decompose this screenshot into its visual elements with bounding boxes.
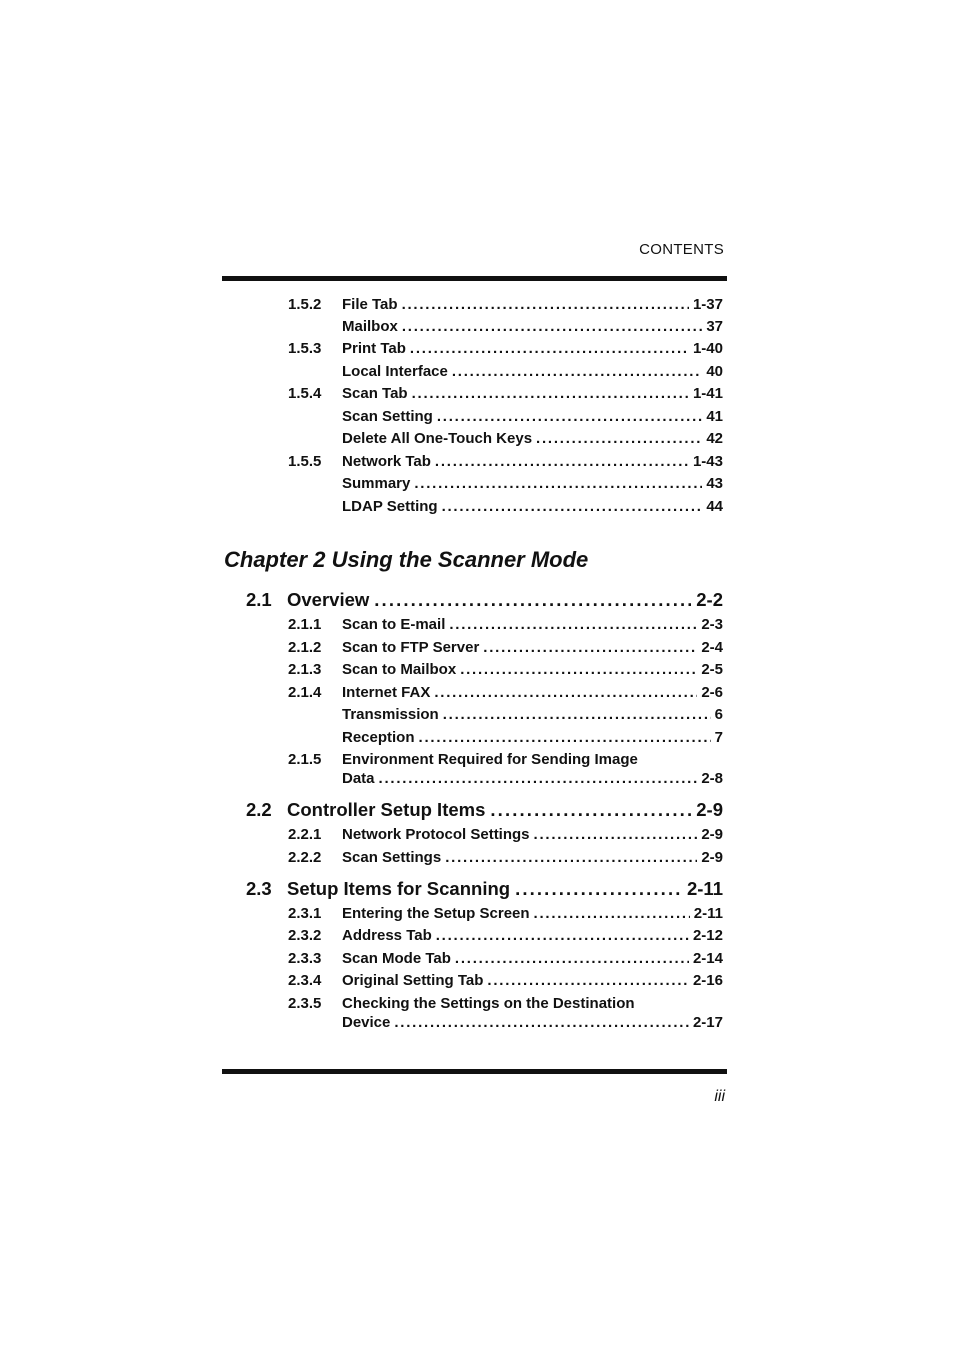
entry-page: 1-41 bbox=[692, 385, 723, 402]
dot-leader bbox=[402, 295, 689, 315]
entry-title: Original Setting Tab bbox=[342, 972, 484, 989]
entry-title: Local Interface bbox=[342, 363, 448, 380]
entry-number: 1.5.4 bbox=[288, 385, 322, 402]
dot-leader bbox=[534, 904, 690, 924]
entry-page: 2-9 bbox=[701, 826, 723, 843]
entry-number: 2.1.4 bbox=[288, 684, 322, 701]
entry-title: Network Tab bbox=[342, 453, 431, 470]
dot-leader bbox=[374, 588, 691, 612]
entry-title: Scan to E-mail bbox=[342, 616, 446, 633]
entry-title: Entering the Setup Screen bbox=[342, 905, 530, 922]
toc-entry[interactable] bbox=[222, 750, 723, 770]
section-page: 2-11 bbox=[686, 878, 723, 899]
entry-title: Print Tab bbox=[342, 340, 406, 357]
dot-leader bbox=[536, 429, 702, 449]
dot-leader bbox=[487, 971, 689, 991]
bottom-rule bbox=[222, 1069, 727, 1074]
section-page: 2-9 bbox=[696, 799, 723, 820]
entry-page: 2-9 bbox=[701, 849, 723, 866]
dot-leader bbox=[515, 877, 682, 901]
entry-number: 2.1.3 bbox=[288, 661, 322, 678]
entry-page: 1-43 bbox=[692, 453, 723, 470]
entry-page: 42 bbox=[706, 430, 723, 447]
entry-page: 2-17 bbox=[692, 1014, 723, 1031]
dot-leader bbox=[445, 848, 697, 868]
dot-leader bbox=[452, 362, 702, 382]
entry-title: Scan Mode Tab bbox=[342, 950, 451, 967]
toc-entry[interactable] bbox=[222, 452, 723, 472]
toc-entry[interactable] bbox=[222, 660, 723, 680]
section-number: 2.2 bbox=[246, 799, 272, 820]
dot-leader bbox=[455, 949, 689, 969]
section-heading[interactable] bbox=[222, 798, 723, 822]
entry-title: Scan Tab bbox=[342, 385, 408, 402]
dot-leader bbox=[419, 728, 711, 748]
dot-leader bbox=[460, 660, 697, 680]
dot-leader bbox=[402, 317, 702, 337]
section-title: Overview bbox=[287, 589, 370, 610]
toc-entry[interactable] bbox=[222, 994, 723, 1014]
dot-leader bbox=[483, 638, 697, 658]
toc-entry[interactable] bbox=[222, 407, 723, 427]
toc-entry[interactable] bbox=[222, 904, 723, 924]
entry-title: Reception bbox=[342, 729, 415, 746]
entry-number: 1.5.3 bbox=[288, 340, 322, 357]
toc-entry[interactable] bbox=[222, 949, 723, 969]
entry-title: Transmission bbox=[342, 706, 439, 723]
entry-page: 43 bbox=[706, 475, 723, 492]
chapter-title: Chapter 2 Using the Scanner Mode bbox=[224, 547, 589, 572]
toc-entry[interactable] bbox=[222, 971, 723, 991]
entry-page: 37 bbox=[706, 318, 723, 335]
entry-title: Scan Settings bbox=[342, 849, 442, 866]
dot-leader bbox=[449, 615, 697, 635]
dot-leader bbox=[490, 798, 691, 822]
section-number: 2.1 bbox=[246, 589, 272, 610]
entry-title: Environment Required for Sending Image bbox=[342, 751, 638, 768]
toc-entry[interactable] bbox=[222, 474, 723, 494]
toc-entry[interactable] bbox=[222, 825, 723, 845]
dot-leader bbox=[412, 384, 689, 404]
dot-leader bbox=[434, 683, 697, 703]
section-heading[interactable] bbox=[222, 877, 723, 901]
entry-number: 2.2.2 bbox=[288, 849, 322, 866]
entry-title: LDAP Setting bbox=[342, 498, 438, 515]
entry-page: 2-14 bbox=[692, 950, 723, 967]
entry-page: 2-11 bbox=[693, 905, 723, 922]
entry-number: 2.2.1 bbox=[288, 826, 322, 843]
entry-title: File Tab bbox=[342, 296, 398, 313]
toc-entry[interactable] bbox=[222, 295, 723, 315]
entry-number: 2.3.1 bbox=[288, 905, 322, 922]
toc-entry[interactable] bbox=[222, 848, 723, 868]
entry-title: Address Tab bbox=[342, 927, 432, 944]
entry-page: 41 bbox=[706, 408, 723, 425]
toc-entry[interactable] bbox=[222, 1013, 723, 1033]
dot-leader bbox=[410, 339, 689, 359]
section-heading[interactable] bbox=[222, 588, 723, 612]
entry-page: 40 bbox=[706, 363, 723, 380]
toc-entry[interactable] bbox=[222, 705, 723, 725]
dot-leader bbox=[435, 452, 689, 472]
entry-title: Scan to FTP Server bbox=[342, 639, 480, 656]
entry-title: Device bbox=[342, 1014, 391, 1031]
dot-leader bbox=[442, 497, 703, 517]
entry-number: 2.1.1 bbox=[288, 616, 322, 633]
entry-page: 2-12 bbox=[692, 927, 723, 944]
entry-page: 44 bbox=[706, 498, 723, 515]
entry-page: 1-40 bbox=[692, 340, 723, 357]
dot-leader bbox=[394, 1013, 689, 1033]
toc-entry[interactable] bbox=[222, 769, 723, 789]
dot-leader bbox=[414, 474, 702, 494]
entry-page: 1-37 bbox=[692, 296, 723, 313]
entry-title: Internet FAX bbox=[342, 684, 431, 701]
dot-leader bbox=[379, 769, 698, 789]
page-number: iii bbox=[714, 1088, 725, 1105]
toc-entry[interactable] bbox=[222, 615, 723, 635]
section-title: Setup Items for Scanning bbox=[287, 878, 511, 899]
entry-number: 2.3.5 bbox=[288, 995, 322, 1012]
entry-page: 2-8 bbox=[701, 770, 723, 787]
dot-leader bbox=[436, 926, 689, 946]
toc-entry[interactable] bbox=[222, 317, 723, 337]
top-rule bbox=[222, 276, 727, 281]
entry-page: 7 bbox=[714, 729, 723, 746]
toc-entry[interactable] bbox=[222, 362, 723, 382]
running-header: CONTENTS bbox=[639, 241, 724, 258]
toc-entry[interactable] bbox=[222, 384, 723, 404]
entry-number: 2.1.5 bbox=[288, 751, 322, 768]
entry-number: 2.3.2 bbox=[288, 927, 322, 944]
entry-title: Data bbox=[342, 770, 375, 787]
entry-page: 2-16 bbox=[692, 972, 723, 989]
toc-entry[interactable] bbox=[222, 497, 723, 517]
entry-number: 2.3.3 bbox=[288, 950, 322, 967]
toc-entry[interactable] bbox=[222, 683, 723, 703]
entry-title: Checking the Settings on the Destination bbox=[342, 995, 635, 1012]
entry-title: Delete All One-Touch Keys bbox=[342, 430, 533, 447]
entry-page: 6 bbox=[714, 706, 723, 723]
section-title: Controller Setup Items bbox=[287, 799, 486, 820]
entry-title: Mailbox bbox=[342, 318, 398, 335]
dot-leader bbox=[443, 705, 711, 725]
entry-title: Scan Setting bbox=[342, 408, 433, 425]
toc-entry[interactable] bbox=[222, 638, 723, 658]
section-page: 2-2 bbox=[696, 589, 723, 610]
entry-number: 2.1.2 bbox=[288, 639, 322, 656]
dot-leader bbox=[437, 407, 702, 427]
toc-entry[interactable] bbox=[222, 728, 723, 748]
entry-number: 1.5.5 bbox=[288, 453, 322, 470]
dot-leader bbox=[534, 825, 698, 845]
entry-title: Scan to Mailbox bbox=[342, 661, 457, 678]
entry-number: 2.3.4 bbox=[288, 972, 322, 989]
entry-number: 1.5.2 bbox=[288, 296, 322, 313]
toc-entry[interactable] bbox=[222, 926, 723, 946]
entry-page: 2-5 bbox=[701, 661, 723, 678]
entry-page: 2-6 bbox=[701, 684, 723, 701]
entry-page: 2-4 bbox=[701, 639, 723, 656]
entry-title: Network Protocol Settings bbox=[342, 826, 530, 843]
toc-entry[interactable] bbox=[222, 429, 723, 449]
toc-entry[interactable] bbox=[222, 339, 723, 359]
section-number: 2.3 bbox=[246, 878, 272, 899]
entry-title: Summary bbox=[342, 475, 411, 492]
entry-page: 2-3 bbox=[701, 616, 723, 633]
